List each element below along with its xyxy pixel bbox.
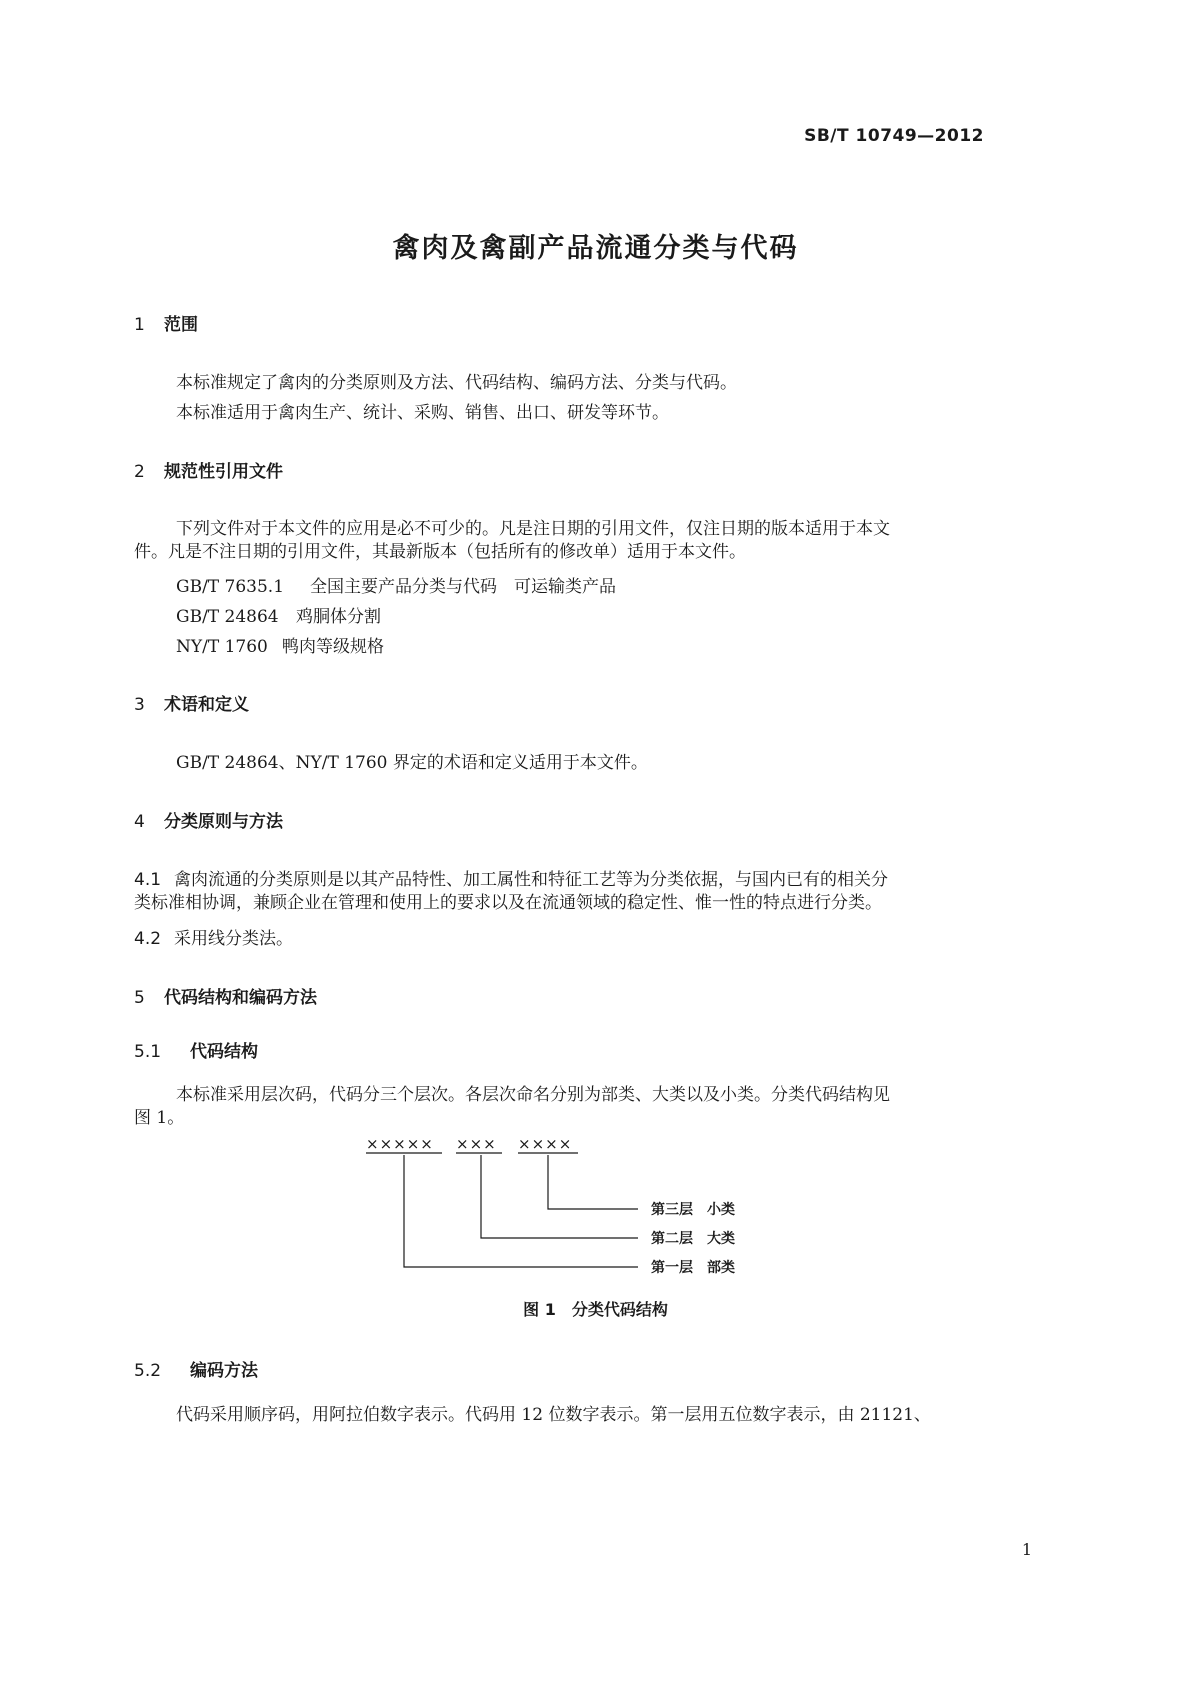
figure-caption: 图 1 分类代码结构 bbox=[523, 1300, 668, 1319]
section-title: 代码结构和编码方法 bbox=[164, 988, 317, 1008]
paragraph-line: 下列文件对于本文件的应用是必不可少的。凡是注日期的引用文件，仅注日期的版本适用于本文 bbox=[176, 519, 890, 539]
level-3-label: 第三层 小类 bbox=[651, 1202, 735, 1218]
section-title: 术语和定义 bbox=[164, 695, 249, 715]
level-1-label: 第一层 部类 bbox=[651, 1260, 735, 1276]
section-title: 分类原则与方法 bbox=[164, 812, 283, 832]
level-2-label: 第二层 大类 bbox=[651, 1231, 735, 1247]
leader-line-level2 bbox=[481, 1155, 638, 1238]
clause-number: 4.1 bbox=[134, 870, 162, 890]
paragraph-line: 图 1。 bbox=[134, 1108, 185, 1128]
paragraph: GB/T 24864、NY/T 1760 界定的术语和定义适用于本文件。 bbox=[176, 753, 648, 773]
section-number: 1 bbox=[134, 315, 145, 335]
reference-code: NY/T 1760 bbox=[176, 637, 268, 657]
reference-title: 全国主要产品分类与代码 可运输类产品 bbox=[310, 577, 616, 597]
clause-5-2-heading bbox=[134, 1356, 258, 1381]
section-title: 范围 bbox=[164, 315, 198, 335]
section-number: 3 bbox=[134, 695, 145, 715]
paragraph: 本标准适用于禽肉生产、统计、采购、销售、出口、研发等环节。 bbox=[176, 403, 669, 423]
reference-code: GB/T 7635.1 bbox=[176, 577, 285, 597]
reference-title: 鸭肉等级规格 bbox=[282, 637, 384, 657]
document-title: 禽肉及禽副产品流通分类与代码 bbox=[392, 233, 799, 264]
reference-code: GB/T 24864 bbox=[176, 607, 279, 627]
code-group-3: ×××× bbox=[518, 1135, 573, 1153]
code-group-1: ××××× bbox=[366, 1135, 434, 1153]
clause-number: 4.2 bbox=[134, 929, 162, 949]
page-number: 1 bbox=[1021, 1540, 1032, 1559]
clause-number: 5.1 bbox=[134, 1042, 162, 1062]
paragraph-line: 代码采用顺序码，用阿拉伯数字表示。代码用 12 位数字表示。第一层用五位数字表示，由 21121、 bbox=[176, 1405, 931, 1425]
clause-text: 采用线分类法。 bbox=[174, 929, 293, 949]
clause-title: 代码结构 bbox=[190, 1042, 258, 1062]
standard-code: SB/T 10749—2012 bbox=[804, 126, 984, 146]
paragraph-line: 类标准相协调，兼顾企业在管理和使用上的要求以及在流通领域的稳定性、惟一性的特点进行分类。 bbox=[134, 893, 882, 913]
clause-text: 禽肉流通的分类原则是以其产品特性、加工属性和特征工艺等为分类依据，与国内已有的相关分 bbox=[174, 870, 888, 890]
clause-title: 编码方法 bbox=[190, 1361, 258, 1381]
paragraph-line: 本标准采用层次码，代码分三个层次。各层次命名分别为部类、大类以及小类。分类代码结构见 bbox=[176, 1085, 890, 1105]
section-number: 4 bbox=[134, 812, 145, 832]
reference-title: 鸡胴体分割 bbox=[296, 607, 381, 627]
section-number: 2 bbox=[134, 462, 145, 482]
clause-number: 5.2 bbox=[134, 1361, 162, 1381]
paragraph-line: 件。凡是不注日期的引用文件，其最新版本（包括所有的修改单）适用于本文件。 bbox=[134, 542, 746, 562]
leader-line-level1 bbox=[404, 1155, 638, 1267]
code-group-2: ××× bbox=[456, 1135, 497, 1153]
paragraph: 本标准规定了禽肉的分类原则及方法、代码结构、编码方法、分类与代码。 bbox=[176, 373, 737, 393]
leader-line-level3 bbox=[548, 1155, 638, 1209]
section-title: 规范性引用文件 bbox=[164, 462, 283, 482]
section-number: 5 bbox=[134, 988, 145, 1008]
